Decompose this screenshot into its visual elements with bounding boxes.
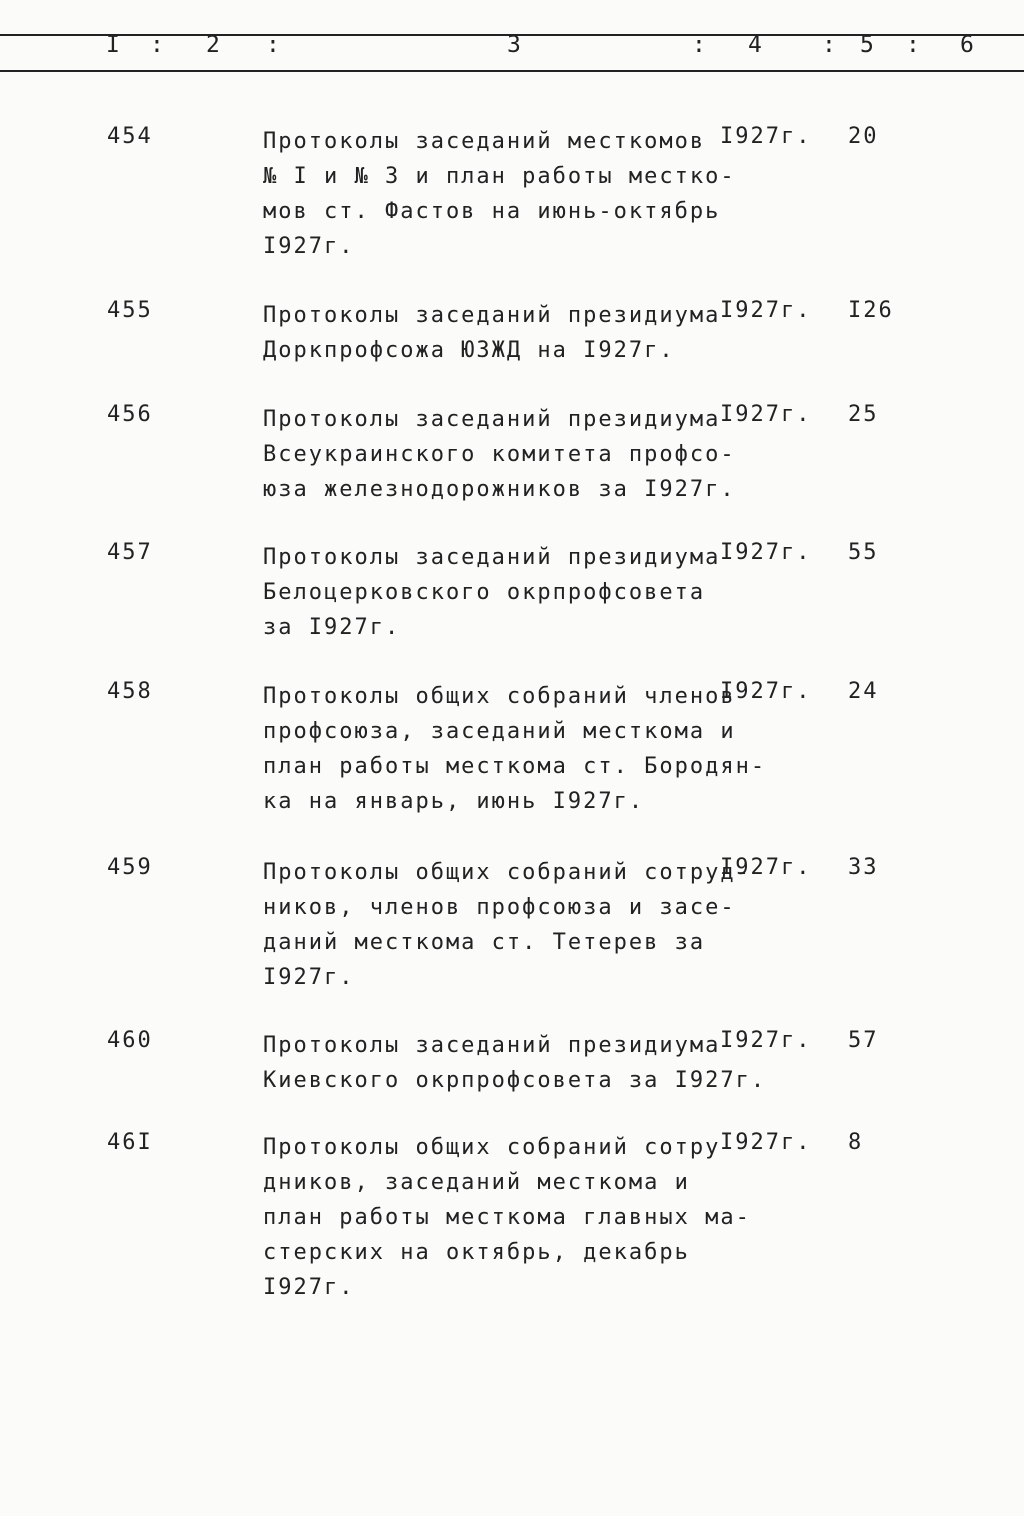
header-sep: : bbox=[150, 32, 166, 58]
description-line: Протоколы заседаний месткомов bbox=[263, 129, 706, 154]
description-line: Всеукраинского комитета профсо- bbox=[263, 442, 736, 467]
header-col-2: 2 bbox=[206, 32, 222, 58]
description-line: Белоцерковского окрпрофсовета bbox=[263, 580, 706, 605]
description-line: I927г. bbox=[263, 234, 355, 259]
description-line: Протоколы заседаний президиума bbox=[263, 407, 721, 432]
description-line: Протоколы общих собраний членов bbox=[263, 684, 736, 709]
item-sheet-count: 57 bbox=[848, 1028, 879, 1053]
item-sheet-count: 33 bbox=[848, 855, 879, 880]
description-line: за I927г. bbox=[263, 615, 401, 640]
header-bottom-rule bbox=[0, 70, 1024, 72]
item-description bbox=[263, 1130, 751, 1305]
description-line: Киевского окрпрофсовета за I927г. bbox=[263, 1068, 767, 1093]
item-number: 454 bbox=[107, 124, 153, 149]
header-col-4: 4 bbox=[748, 32, 764, 58]
description-line: Протоколы заседаний президиума bbox=[263, 303, 721, 328]
item-description bbox=[263, 1028, 767, 1098]
header-col-1: I bbox=[106, 32, 122, 58]
description-line: № I и № 3 и план работы местко- bbox=[263, 164, 736, 189]
description-line: Доркпрофсожа ЮЗЖД на I927г. bbox=[263, 338, 675, 363]
description-line: Протоколы общих собраний сотруд- bbox=[263, 860, 751, 885]
header-sep: : bbox=[822, 32, 838, 58]
description-line: профсоюза, заседаний месткома и bbox=[263, 719, 736, 744]
description-line: Протоколы заседаний президиума bbox=[263, 545, 721, 570]
item-sheet-count: 25 bbox=[848, 402, 879, 427]
description-line: план работы месткома главных ма- bbox=[263, 1205, 751, 1230]
item-year: I927г. bbox=[720, 298, 812, 323]
item-year: I927г. bbox=[720, 402, 812, 427]
item-number: 457 bbox=[107, 540, 153, 565]
description-line: I927г. bbox=[263, 1275, 355, 1300]
item-sheet-count: 24 bbox=[848, 679, 879, 704]
item-sheet-count: 20 bbox=[848, 124, 879, 149]
item-sheet-count: 55 bbox=[848, 540, 879, 565]
description-line: Протоколы заседаний президиума bbox=[263, 1033, 721, 1058]
item-year: I927г. bbox=[720, 679, 812, 704]
header-col-5: 5 bbox=[860, 32, 876, 58]
item-number: 459 bbox=[107, 855, 153, 880]
header-sep: : bbox=[692, 32, 708, 58]
header-col-6: 6 bbox=[960, 32, 976, 58]
item-description bbox=[263, 402, 736, 507]
description-line: Протоколы общих собраний сотру- bbox=[263, 1135, 736, 1160]
item-sheet-count: 8 bbox=[848, 1130, 864, 1155]
item-description bbox=[263, 855, 751, 995]
description-line: ка на январь, июнь I927г. bbox=[263, 789, 645, 814]
item-description bbox=[263, 540, 733, 645]
item-number: 46I bbox=[107, 1130, 153, 1155]
header-col-3: 3 bbox=[507, 32, 523, 58]
item-description bbox=[263, 124, 736, 264]
description-line: план работы месткома ст. Бородян- bbox=[263, 754, 767, 779]
item-number: 458 bbox=[107, 679, 153, 704]
item-sheet-count: I26 bbox=[848, 298, 894, 323]
description-line: юза железнодорожников за I927г. bbox=[263, 477, 736, 502]
item-year: I927г. bbox=[720, 1130, 812, 1155]
description-line: стерских на октябрь, декабрь bbox=[263, 1240, 690, 1265]
item-description bbox=[263, 679, 767, 819]
description-line: дников, заседаний месткома и bbox=[263, 1170, 690, 1195]
item-number: 456 bbox=[107, 402, 153, 427]
item-number: 460 bbox=[107, 1028, 153, 1053]
item-year: I927г. bbox=[720, 124, 812, 149]
item-year: I927г. bbox=[720, 855, 812, 880]
header-sep: : bbox=[906, 32, 922, 58]
description-line: даний месткома ст. Тетерев за bbox=[263, 930, 706, 955]
item-number: 455 bbox=[107, 298, 153, 323]
description-line: мов ст. Фастов на июнь-октябрь bbox=[263, 199, 721, 224]
description-line: ников, членов профсоюза и засе- bbox=[263, 895, 736, 920]
item-description bbox=[263, 298, 733, 368]
item-year: I927г. bbox=[720, 540, 812, 565]
header-sep: : bbox=[266, 32, 282, 58]
item-year: I927г. bbox=[720, 1028, 812, 1053]
description-line: I927г. bbox=[263, 965, 355, 990]
